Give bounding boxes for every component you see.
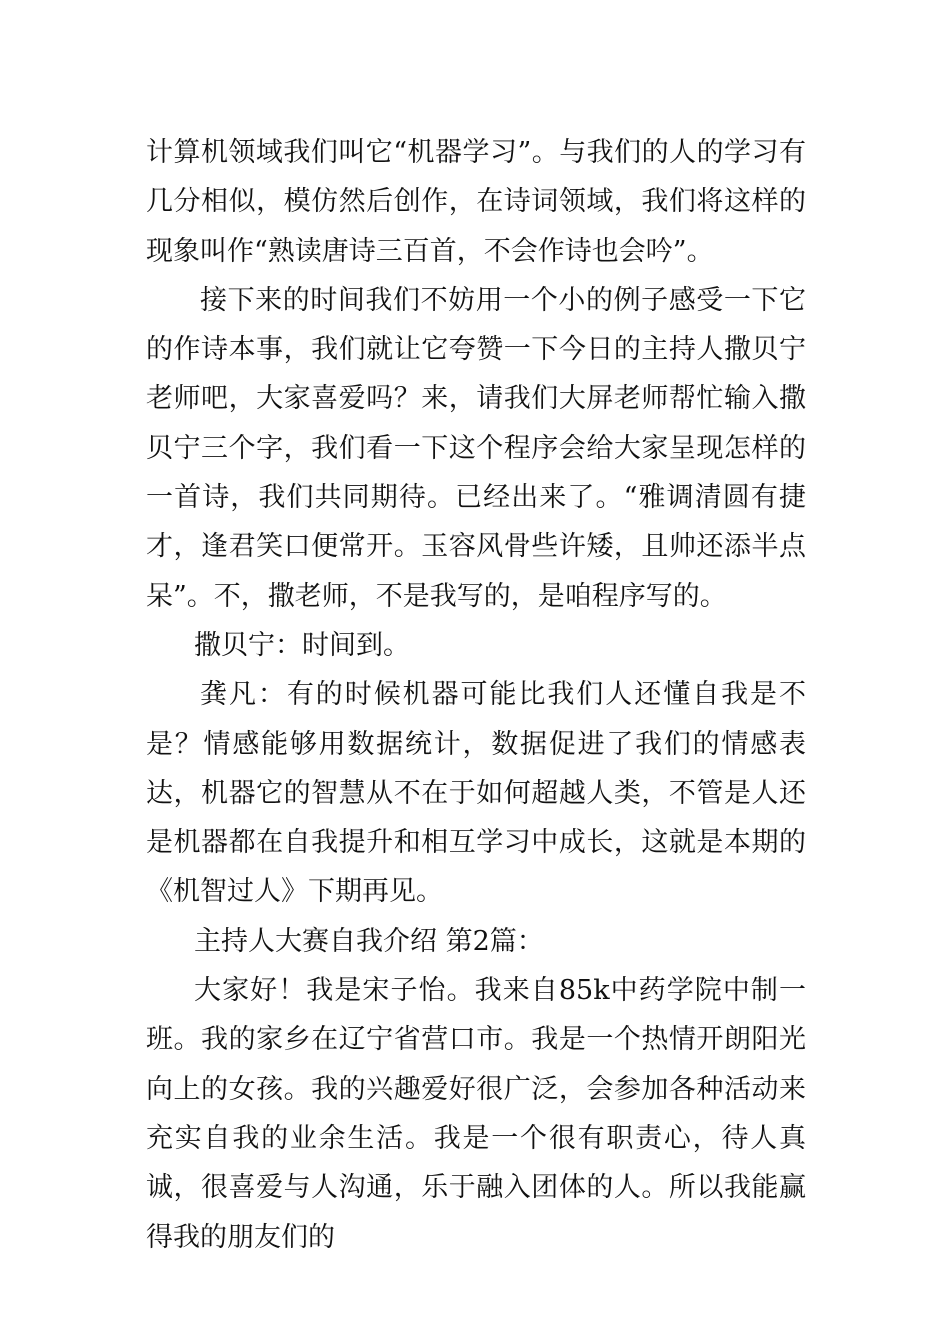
- paragraph-gong-fan: 龚凡：有的时候机器可能比我们人还懂自我是不是？情感能够用数据统计，数据促进了我们的情感表达，机器它的智慧从不在于如何超越人类，不管是人还是机器都在自我提升和相互学习中成长，这就是本期的《机智过人》下期再见。: [146, 679, 806, 908]
- paragraph-poem-example: 接下来的时间我们不妨用一个小的例子感受一下它的作诗本事，我们就让它夸赞一下今日的主持人撒贝宁老师吧，大家喜爱吗？来，请我们大屏老师帮忙输入撒贝宁三个字，我们看一下这个程序会给大家呈现怎样的一首诗，我们共同期待。已经出来了。“雅调清圆有捷才，逢君笑口便常开。玉容风骨些许矮，且帅还添半点呆”。不，撒老师，不是我写的，是咱程序写的。: [146, 284, 806, 612]
- section-heading: 主持人大赛自我介绍 第2篇：: [194, 925, 544, 957]
- paragraph-sa-beining: 撒贝宁：时间到。: [194, 629, 410, 661]
- paragraph-machine-learning: 计算机领域我们叫它“机器学习”。与我们的人的学习有几分相似，模仿然后创作，在诗词领域，我们将这样的现象叫作“熟读唐诗三百首，不会作诗也会吟”。: [146, 137, 806, 267]
- document-body: [146, 128, 806, 1262]
- paragraph-self-introduction: 大家好！我是宋子怡。我来自85k中药学院中制一班。我的家乡在辽宁省营口市。我是一个热情开朗阳光向上的女孩。我的兴趣爱好很广泛，会参加各种活动来充实自我的业余生活。我是一个很有职责心，待人真诚，很喜爱与人沟通，乐于融入团体的人。所以我能赢得我的朋友们的: [146, 975, 806, 1253]
